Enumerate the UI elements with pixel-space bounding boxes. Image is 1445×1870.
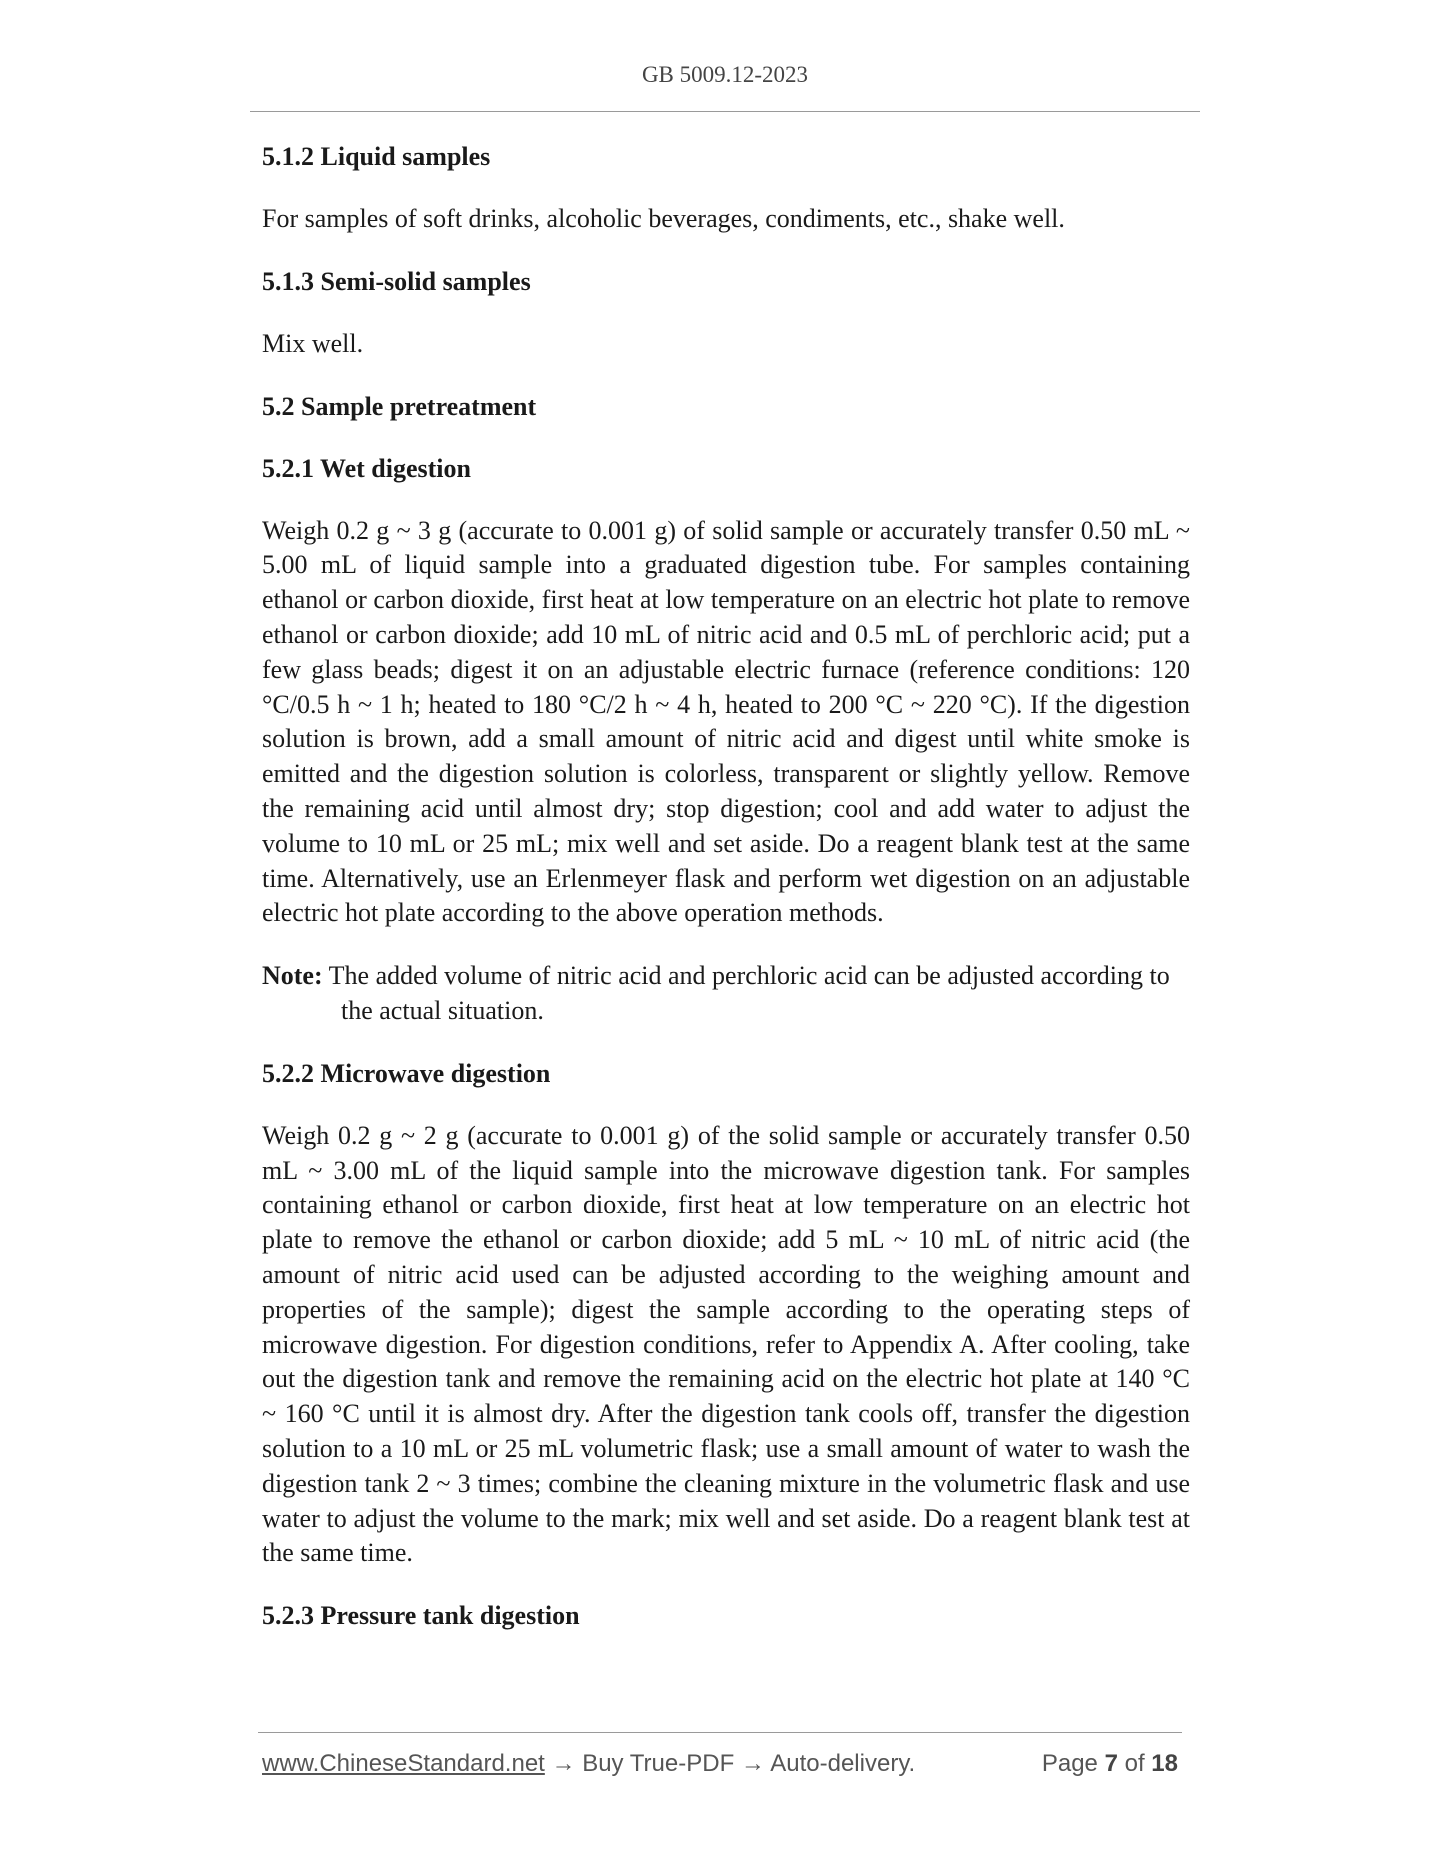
arrow-right-icon: → <box>740 1750 765 1777</box>
heading-5-2-2: 5.2.2 Microwave digestion <box>262 1058 551 1088</box>
page-header <box>250 62 1200 88</box>
note-label: Note: <box>262 961 323 991</box>
heading-5-1-3: 5.1.3 Semi-solid samples <box>262 266 531 296</box>
standard-number: GB 5009.12-2023 <box>641 62 809 87</box>
page-number <box>1042 1750 1178 1778</box>
paragraph-5-2-1: Weigh 0.2 g ~ 3 g (accurate to 0.001 g) of solid sample or accurately transfer 0.50 mL ~ 5.00 mL of liquid sample into a graduated digestion tube. For samples containing ethanol or carbon dioxide, first heat at low temperature on an electric hot plate to remove ethanol or carbon dioxide; add 10 mL of nitric acid and 0.5 mL of perchloric acid; put a few glass beads; digest it on an adjustable electric furnace (reference conditions: 120 °C/0.5 h ~ 1 h; heated to 180 °C/2 h ~ 4 h, heated to 200 °C ~ 220 °C). If the digestion solution is brown, add a small amount of nitric acid and digest until white smoke is emitted and the digestion solution is colorless, transparent or slightly yellow. Remove the remaining acid until almost dry; stop digestion; cool and add water to adjust the volume to 10 mL or 25 mL; mix well and set aside. Do a reagent blank test at the same time. Alternatively, use an Erlenmeyer flask and perform wet digestion on an adjustable electric hot plate according to the above operation methods. <box>262 515 1190 928</box>
auto-delivery-text: Auto-delivery. <box>770 1750 916 1777</box>
heading-5-2: 5.2 Sample pretreatment <box>262 391 537 421</box>
heading-5-2-3: 5.2.3 Pressure tank digestion <box>262 1601 580 1631</box>
page-word: Page <box>1041 1750 1098 1777</box>
header-divider <box>250 111 1200 112</box>
note-text: The added volume of nitric acid and perchloric acid can be adjusted according to the actual situation. <box>328 961 1170 1025</box>
arrow-right-icon: → <box>551 1750 576 1777</box>
paragraph-5-2-2: Weigh 0.2 g ~ 2 g (accurate to 0.001 g) of the solid sample or accurately transfer 0.50 mL ~ 3.00 mL of the liquid sample into the microwave digestion tank. For samples containing ethanol or carbon dioxide, first heat at low temperature on an electric hot plate to remove the ethanol or carbon dioxide; add 5 mL ~ 10 mL of nitric acid (the amount of nitric acid used can be adjusted according to the weighing amount and properties of the sample); digest the sample according to the operating steps of microwave digestion. For digestion conditions, refer to Appendix A. After cooling, take out the digestion tank and remove the remaining acid on the electric hot plate at 140 °C ~ 160 °C until it is almost dry. After the digestion tank cools off, transfer the digestion solution to a 10 mL or 25 mL volumetric flask; use a small amount of water to wash the digestion tank 2 ~ 3 times; combine the cleaning mixture in the volumetric flask and use water to adjust the volume to the mark; mix well and set aside. Do a reagent blank test at the same time. <box>262 1120 1190 1568</box>
heading-5-2-1: 5.2.1 Wet digestion <box>262 453 471 483</box>
paragraph-5-1-2: For samples of soft drinks, alcoholic beverages, condiments, etc., shake well. <box>262 204 1065 233</box>
footer-divider <box>258 1732 1182 1733</box>
document-body <box>262 140 1190 1661</box>
footer-promo <box>262 1750 915 1778</box>
page-total: 18 <box>1151 1750 1178 1777</box>
note-5-2-1 <box>262 959 1190 1029</box>
page-of: of <box>1124 1750 1145 1777</box>
heading-5-1-2: 5.1.2 Liquid samples <box>262 142 491 171</box>
page-current: 7 <box>1104 1750 1118 1777</box>
website-link[interactable]: www.ChineseStandard.net <box>262 1750 545 1777</box>
paragraph-5-1-3: Mix well. <box>262 328 364 358</box>
page-footer <box>262 1750 1182 1784</box>
buy-true-pdf-text: Buy True-PDF <box>582 1750 735 1777</box>
